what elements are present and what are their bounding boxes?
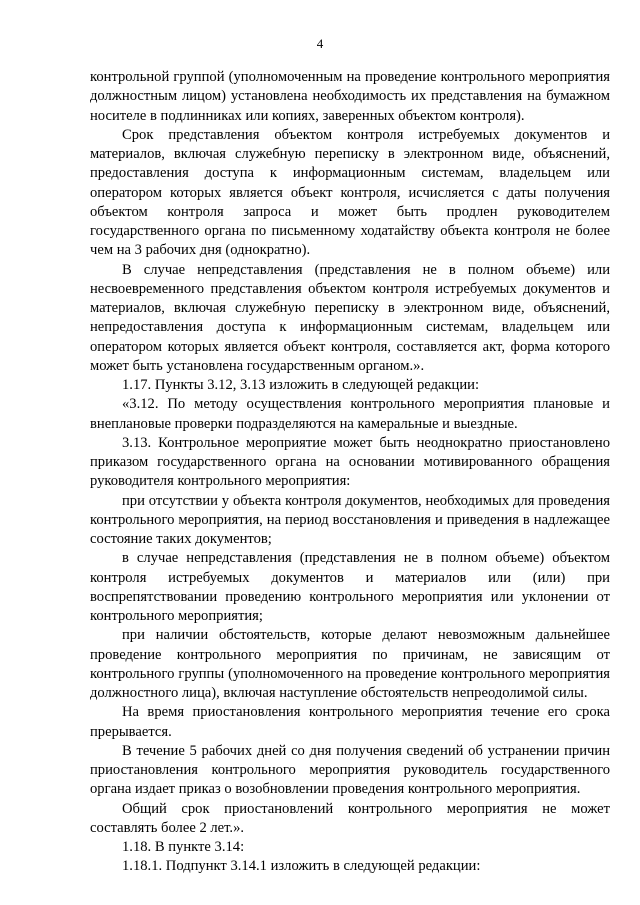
paragraph-3: В случае непредставления (представления не в полном объеме) или несвоевременного представления объектом контроля истребуемых документов и материалов, включая служебную переписку в электронном виде, объяснений, непредоставления доступа к информационным системам, владельцем или оператором которых является объект контроля, составляется акт, форма которого может быть установлена государственным органом.». — [90, 261, 610, 374]
paragraph-2: Срок представления объектом контроля истребуемых документов и материалов, включая служебную переписку в электронном виде, объяснений, предоставления доступа к информационным системам, владельцем или оператором которых является объект контроля, исчисляется с даты получения объектом контроля запроса и может быть продлен руководителем государственного органа по письменному ходатайству объекта контроля не более чем на 3 рабочих дня (однократно). — [90, 126, 610, 259]
paragraph-12: Общий срок приостановлений контрольного мероприятия не может составлять более 2 лет.». — [90, 800, 610, 836]
paragraph-1: контрольной группой (уполномоченным на проведение контрольного мероприятия должностным лицом) установлена необходимость их представления на бумажном носителе в подлинниках или копиях, заверенных объектом контроля). — [90, 69, 610, 124]
paragraph-11: В течение 5 рабочих дней со дня получения сведений об устранении причин приостановления контрольного мероприятия руководитель государственного органа издает приказ о возобновлении проведения контрольного мероприятия. — [90, 742, 610, 798]
paragraph-5: «3.12. По методу осуществления контрольного мероприятия плановые и внеплановые проверки подразделяются на камеральные и выездные. — [90, 396, 610, 432]
paragraph-7: при отсутствии у объекта контроля документов, необходимых для проведения контрольного мероприятия, на период восстановления и приведения в надлежащее состояние таких документов; — [90, 492, 610, 547]
document-body — [90, 68, 610, 877]
paragraph-4: 1.17. Пункты 3.12, 3.13 изложить в следующей редакции: — [122, 377, 480, 393]
paragraph-9: при наличии обстоятельств, которые делают невозможным дальнейшее проведение контрольного мероприятия по причинам, не зависящим от контрольного группы (уполномоченного на проведение контрольного мероприятия должностного лица), включая наступление обстоятельств непреодолимой силы. — [90, 627, 610, 701]
paragraph-6: 3.13. Контрольное мероприятие может быть неоднократно приостановлено приказом государственного органа на основании мотивированного обращения руководителя контрольного мероприятия: — [90, 434, 610, 490]
page-number: 4 — [316, 36, 324, 51]
paragraph-13: 1.18. В пункте 3.14: — [122, 839, 245, 855]
paragraph-10: На время приостановления контрольного мероприятия течение его срока прерывается. — [90, 704, 610, 740]
paragraph-8: в случае непредставления (представления не в полном объеме) объектом контроля истребуемых документов и материалов или (или) при воспрепятствовании проведению контрольного мероприятия или уклонении от контрольного мероприятия; — [90, 550, 610, 624]
paragraph-14: 1.18.1. Подпункт 3.14.1 изложить в следующей редакции: — [122, 858, 481, 875]
